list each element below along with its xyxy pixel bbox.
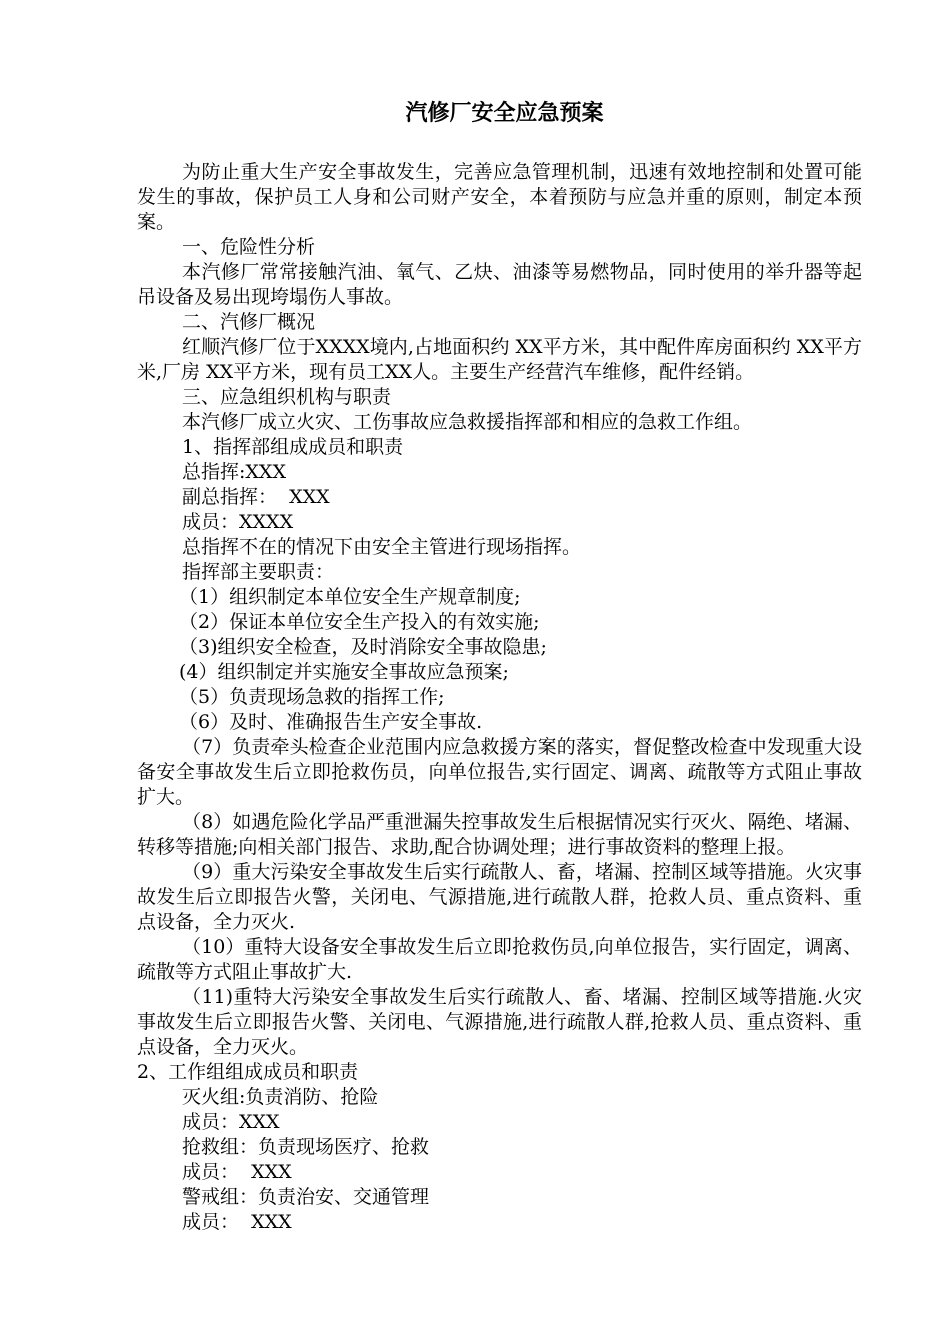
duties-heading: 指挥部主要职责： — [182, 561, 335, 583]
duty-item-8: （8）如遇危险化学品严重泄漏失控事故发生后根据情况实行灭火、隔绝、堵漏、转移等措施;向相关部门报告、求助,配合协调处理；进行事故资料的整理上报。 — [137, 811, 862, 858]
subsection-heading-command: 1、指挥部组成成员和职责 — [182, 436, 404, 458]
commander-absence-text: 总指挥不在的情况下由安全主管进行现场指挥。 — [182, 536, 582, 558]
duty-item-6: （6）及时、准确报告生产安全事故. — [179, 711, 483, 733]
document-title: 汽修厂安全应急预案 — [405, 100, 604, 126]
members-line: 成员：XXXX — [182, 511, 294, 533]
duty-item-3: （3)组织安全检查，及时消除安全事故隐患; — [179, 636, 547, 658]
organization-text: 本汽修厂成立火灾、工伤事故应急救援指挥部和相应的急救工作组。 — [182, 411, 753, 433]
document-page — [137, 98, 862, 1235]
duty-item-10: （10）重特大设备安全事故发生后立即抢救伤员,向单位报告，实行固定，调离、疏散等方式阻止事故扩大. — [137, 936, 862, 983]
duty-item-7: （7）负责牵头检查企业范围内应急救援方案的落实，督促整改检查中发现重大设备安全事故发生后立即抢救伤员，向单位报告,实行固定、调离、疏散等方式阻止事故扩大。 — [137, 736, 862, 808]
duty-item-5: （5）负责现场急救的指挥工作; — [179, 686, 445, 708]
security-group-members: 成员： XXX — [182, 1211, 292, 1233]
duty-item-11: （11)重特大污染安全事故发生后实行疏散人、畜、堵漏、控制区域等措施.火灾事故发生后立即报告火警、关闭电、气源措施,进行疏散人群,抢救人员、重点资料、重点设备，全力灭火。 — [137, 986, 862, 1058]
duty-item-1: （1）组织制定本单位安全生产规章制度; — [179, 586, 521, 608]
deputy-commander-line: 副总指挥： XXX — [182, 486, 330, 508]
hazard-analysis-text: 本汽修厂常常接触汽油、氧气、乙炔、油漆等易燃物品，同时使用的举升器等起吊设备及易出现垮塌伤人事故。 — [137, 261, 862, 308]
rescue-group-line: 抢救组：负责现场医疗、抢救 — [182, 1136, 430, 1158]
fire-group-members: 成员：XXX — [182, 1111, 280, 1133]
subsection-heading-work-groups: 2、工作组组成成员和职责 — [137, 1061, 359, 1083]
duty-item-2: （2）保证本单位安全生产投入的有效实施; — [179, 611, 540, 633]
section-heading-organization: 三、应急组织机构与职责 — [182, 386, 392, 408]
section-heading-hazard-analysis: 一、危险性分析 — [182, 236, 316, 258]
overview-text: 红顺汽修厂位于XXXX境内,占地面积约 XX平方米，其中配件库房面积约 XX平方米,厂房 XX平方米，现有员工XX人。主要生产经营汽车维修，配件经销。 — [137, 336, 862, 383]
rescue-group-members: 成员： XXX — [182, 1161, 292, 1183]
duty-item-4: (4）组织制定并实施安全事故应急预案; — [179, 661, 509, 683]
section-heading-overview: 二、汽修厂概况 — [182, 311, 316, 333]
security-group-line: 警戒组：负责治安、交通管理 — [182, 1186, 430, 1208]
fire-group-line: 灭火组:负责消防、抢险 — [182, 1086, 379, 1108]
intro-paragraph: 为防止重大生产安全事故发生，完善应急管理机制，迅速有效地控制和处置可能发生的事故，保护员工人身和公司财产安全，本着预防与应急并重的原则，制定本预案。 — [137, 161, 862, 233]
duty-item-9: （9）重大污染安全事故发生后实行疏散人、畜，堵漏、控制区域等措施。火灾事故发生后立即报告火警，关闭电、气源措施,进行疏散人群，抢救人员、重点资料、重点设备，全力灭火. — [137, 861, 862, 933]
commander-line: 总指挥:XXX — [182, 461, 286, 483]
